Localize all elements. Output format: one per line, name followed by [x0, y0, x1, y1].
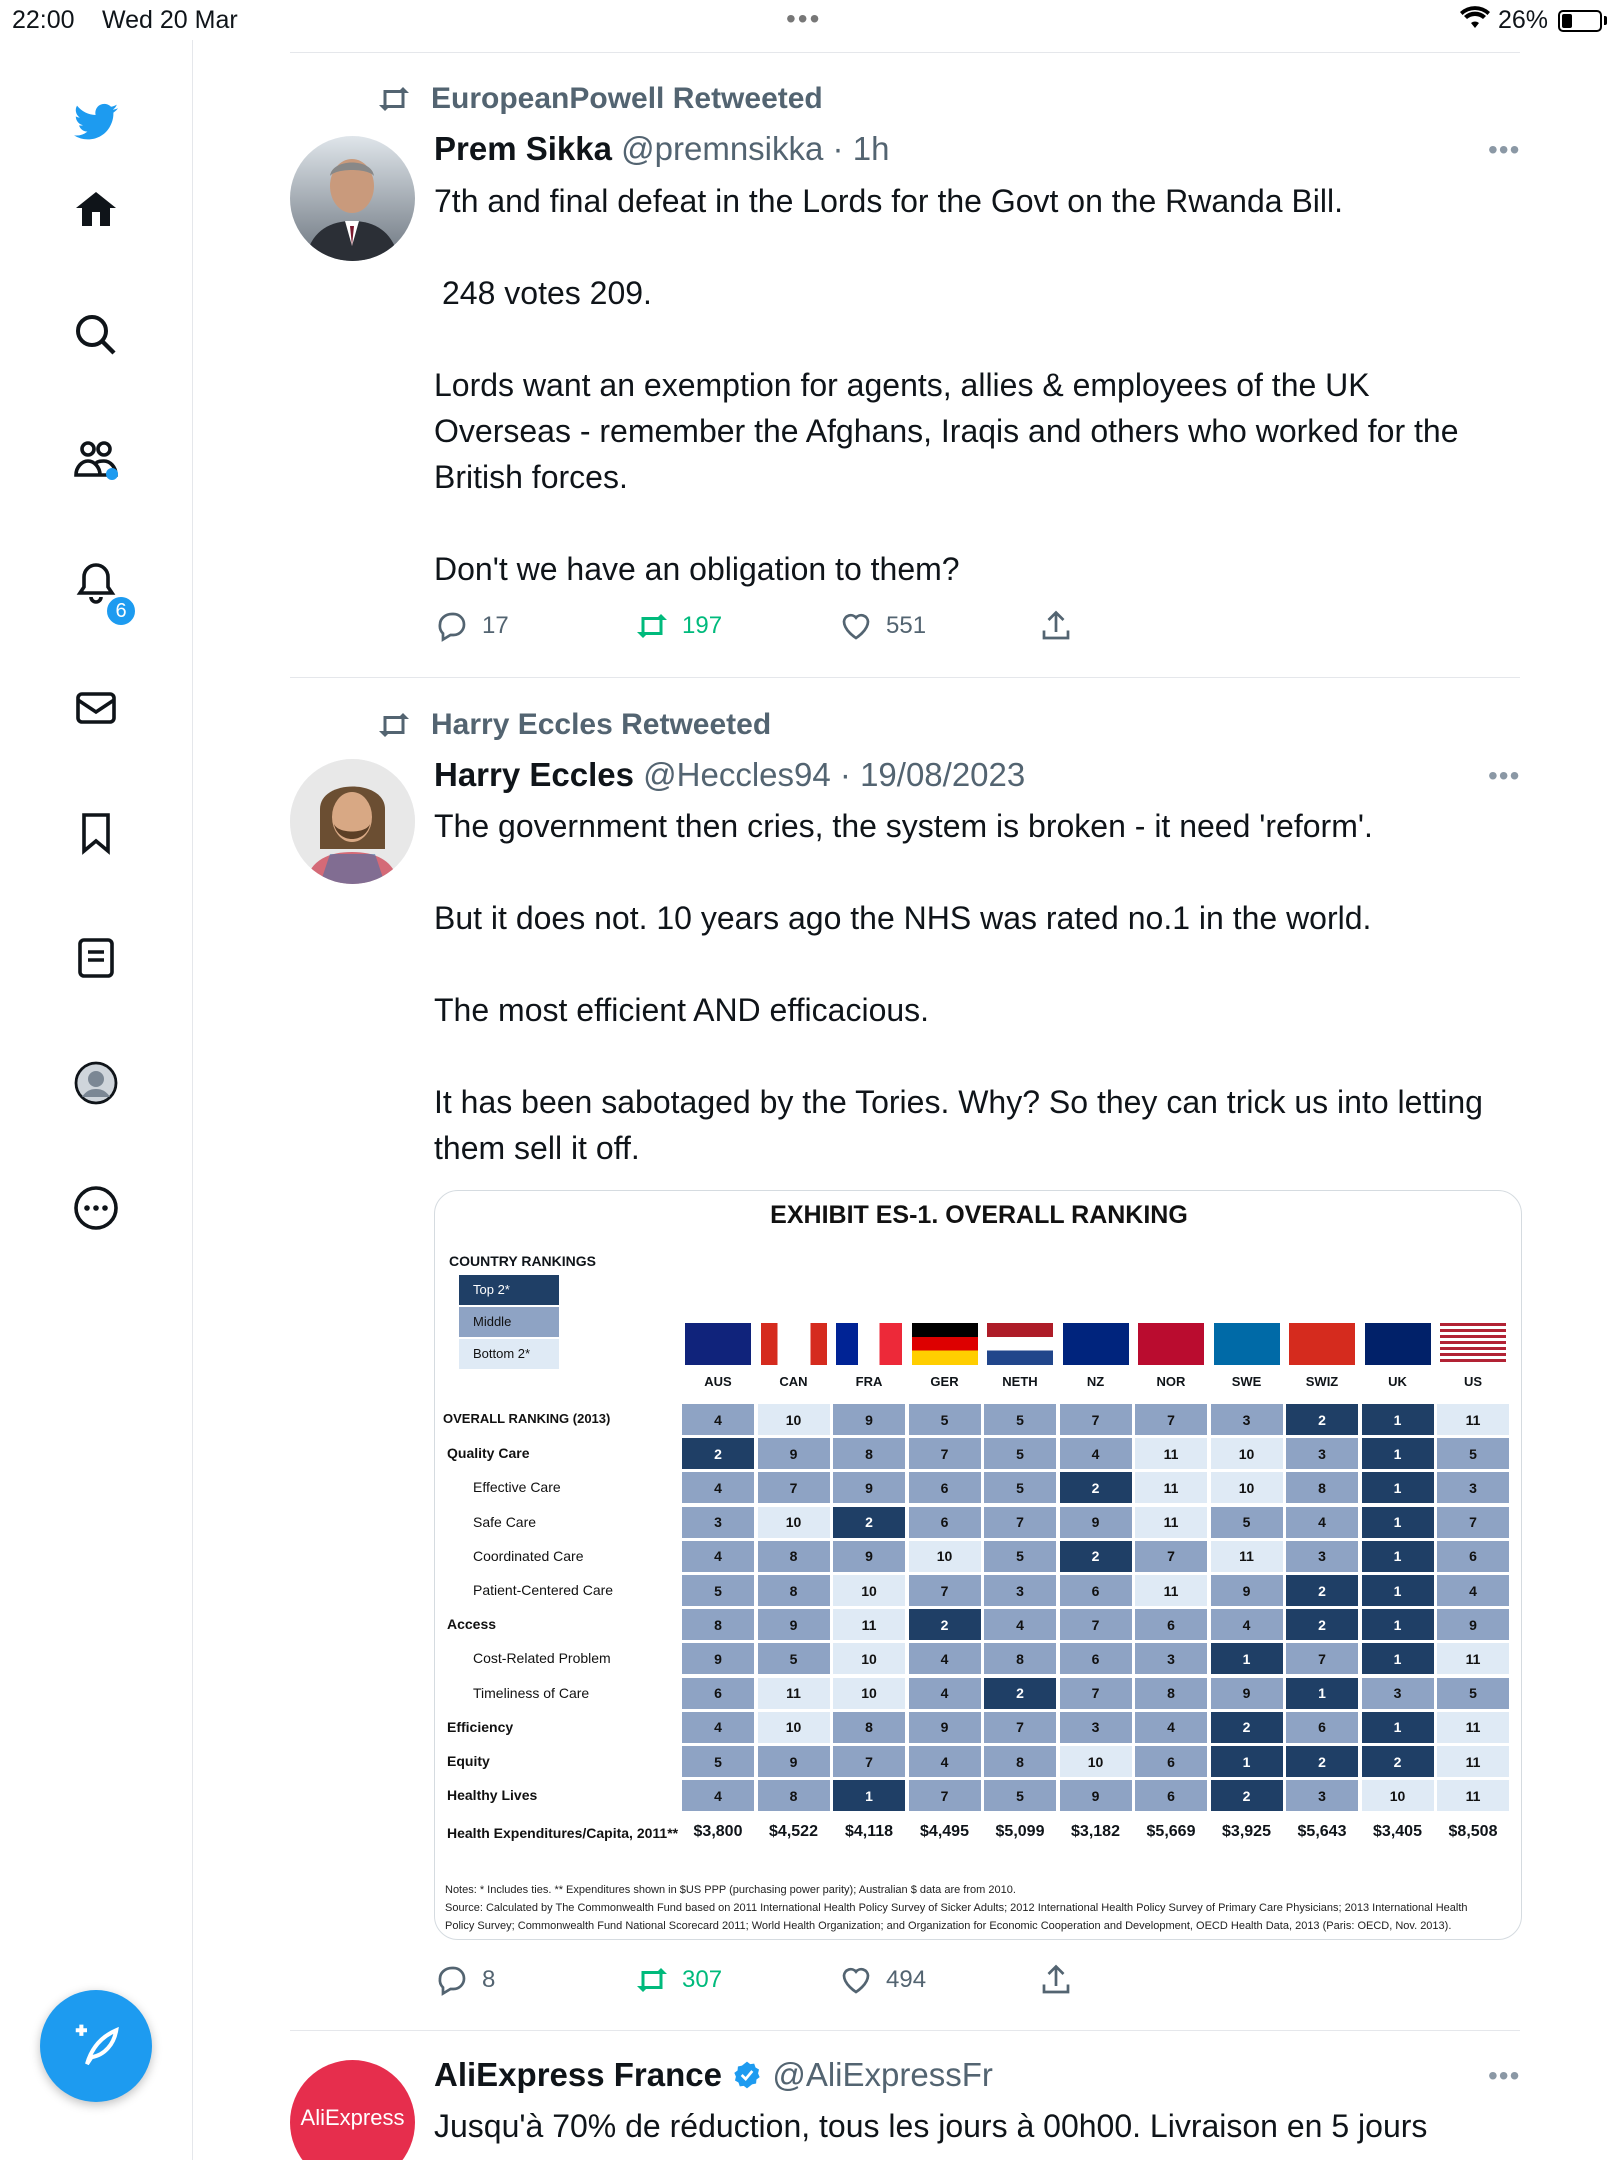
rank-cell: 7 — [1285, 1642, 1359, 1675]
flag-nz-icon — [1063, 1323, 1129, 1365]
rank-cell: 8 — [983, 1642, 1057, 1675]
wifi-icon — [1460, 6, 1490, 37]
note-line: Policy Survey; Commonwealth Fund National Scorecard 2011; World Health Organization; and Organization for Economic Cooperation and Development, OECD Health Data, 2013 (Paris: OECD, Nov. 2013). — [445, 1920, 1452, 1932]
rank-cell: 2 — [1210, 1779, 1284, 1812]
tweet-text — [434, 803, 1514, 1171]
retweet-icon — [634, 608, 670, 644]
rank-cell: 7 — [1134, 1540, 1208, 1573]
rank-cell: 9 — [832, 1540, 906, 1573]
rank-cell: 9 — [757, 1437, 831, 1470]
rank-cell: 9 — [757, 1745, 831, 1778]
retweet-button[interactable] — [634, 1962, 722, 1998]
avatar[interactable] — [290, 2060, 415, 2160]
rank-cell: 2 — [1059, 1471, 1133, 1504]
rank-cell: 7 — [908, 1574, 982, 1607]
retweet-context[interactable] — [375, 82, 823, 116]
rank-cell: 11 — [757, 1677, 831, 1710]
rank-cell: 5 — [983, 1437, 1057, 1470]
flag-nor-icon — [1138, 1323, 1204, 1365]
rank-cell: 9 — [1210, 1574, 1284, 1607]
share-button[interactable] — [1038, 1962, 1074, 1998]
rank-cell: 5 — [1436, 1437, 1510, 1470]
tweet-line: 248 votes 209. — [442, 275, 652, 311]
rank-cell: 9 — [908, 1711, 982, 1744]
tweet-line: It has been sabotaged by the Tories. Why? So they can trick us into letting them sell it off. — [434, 1084, 1483, 1166]
rank-cell: 3 — [1285, 1437, 1359, 1470]
rank-cell: 1 — [1361, 1403, 1435, 1436]
tweet-line: But it does not. 10 years ago the NHS was rated no.1 in the world. — [434, 900, 1372, 936]
rank-cell: 5 — [983, 1403, 1057, 1436]
rank-cell: 9 — [832, 1471, 906, 1504]
rank-cell: 9 — [757, 1608, 831, 1641]
search-icon[interactable] — [63, 302, 129, 368]
tweet-text — [434, 178, 1514, 592]
rank-cell: 2 — [908, 1608, 982, 1641]
rank-cell: 3 — [1134, 1642, 1208, 1675]
row-label: Quality Care — [447, 1445, 530, 1462]
expenditure-value: $5,643 — [1297, 1823, 1347, 1841]
heart-icon — [838, 608, 874, 644]
legend-title: COUNTRY RANKINGS — [449, 1253, 597, 1269]
rank-cell: 8 — [757, 1574, 831, 1607]
rank-cell: 1 — [1361, 1574, 1435, 1607]
sidebar — [0, 40, 193, 2160]
row-label: Timeliness of Care — [473, 1684, 590, 1701]
rank-cell: 11 — [1436, 1403, 1510, 1436]
rank-cell: 5 — [1210, 1506, 1284, 1539]
rank-cell: 4 — [681, 1711, 755, 1744]
rank-cell: 9 — [1059, 1506, 1133, 1539]
reply-icon — [434, 1962, 470, 1998]
share-icon — [1038, 608, 1074, 644]
rank-cell: 10 — [1361, 1779, 1435, 1812]
separator: · — [832, 130, 844, 167]
rank-cell: 7 — [908, 1437, 982, 1470]
lists-icon[interactable] — [63, 925, 129, 991]
rank-cell: 8 — [983, 1745, 1057, 1778]
notifications-badge: 6 — [105, 595, 137, 627]
heart-icon — [838, 1962, 874, 1998]
rank-cell: 8 — [757, 1779, 831, 1812]
status-date: Wed 20 Mar — [102, 6, 238, 34]
rank-cell: 4 — [681, 1540, 755, 1573]
rank-cell: 7 — [908, 1779, 982, 1812]
expenditure-value: $5,099 — [995, 1823, 1045, 1841]
tweet-image[interactable] — [434, 1190, 1522, 1940]
country-header: GER — [930, 1374, 959, 1389]
tweet-line: The most efficient AND efficacious. — [434, 992, 930, 1028]
rank-cell: 9 — [1436, 1608, 1510, 1641]
tweet-line: Jusqu'à 70% de réduction, tous les jours à 00h00. Livraison en 5 jours — [434, 2108, 1428, 2144]
row-label: Effective Care — [473, 1479, 561, 1496]
table-notes — [445, 1881, 1505, 1935]
author-name[interactable]: Harry Eccles — [434, 756, 634, 793]
rank-cell: 5 — [983, 1471, 1057, 1504]
rank-cell: 8 — [757, 1540, 831, 1573]
tweet-header — [434, 2056, 993, 2094]
rank-cell: 4 — [681, 1779, 755, 1812]
rank-cell: 5 — [983, 1540, 1057, 1573]
retweet-button[interactable] — [634, 608, 722, 644]
author-handle[interactable]: @Heccles94 — [643, 756, 831, 793]
tweet-text — [434, 2103, 1514, 2149]
rank-cell: 2 — [1059, 1540, 1133, 1573]
tweet-header — [434, 130, 889, 168]
rank-cell: 6 — [908, 1471, 982, 1504]
compose-button[interactable] — [40, 1990, 152, 2102]
row-label: OVERALL RANKING (2013) — [443, 1411, 611, 1426]
rank-cell: 9 — [681, 1642, 755, 1675]
tweet-time[interactable]: 19/08/2023 — [860, 756, 1026, 793]
rank-cell: 1 — [1361, 1540, 1435, 1573]
tweet-divider — [290, 2030, 1520, 2031]
rank-cell: 1 — [1361, 1608, 1435, 1641]
rank-cell: 10 — [832, 1677, 906, 1710]
rank-cell: 3 — [1285, 1779, 1359, 1812]
rank-cell: 11 — [1436, 1779, 1510, 1812]
like-button[interactable] — [838, 1962, 926, 1998]
flag-aus-icon — [685, 1323, 751, 1365]
note-line: Notes: * Includes ties. ** Expenditures shown in $US PPP (purchasing power parity); Australian $ data are from 2010. — [445, 1884, 1016, 1896]
more-icon[interactable]: ••• — [1488, 134, 1521, 165]
rank-cell: 9 — [832, 1403, 906, 1436]
retweeted-by: Harry Eccles Retweeted — [431, 708, 772, 741]
rank-cell: 6 — [681, 1677, 755, 1710]
expenditure-value: $3,182 — [1071, 1823, 1120, 1841]
rank-cell: 1 — [1361, 1471, 1435, 1504]
rank-cell: 2 — [1285, 1745, 1359, 1778]
reply-button[interactable] — [434, 608, 509, 644]
rank-cell: 1 — [832, 1779, 906, 1812]
rank-cell: 3 — [1210, 1403, 1284, 1436]
rank-cell: 4 — [1210, 1608, 1284, 1641]
rank-cell: 4 — [1285, 1506, 1359, 1539]
legend-bottom: Bottom 2* — [459, 1339, 559, 1369]
legend-middle: Middle — [459, 1307, 559, 1337]
rank-cell: 6 — [1059, 1574, 1133, 1607]
rank-cell: 10 — [1210, 1437, 1284, 1470]
verified-badge-icon — [731, 2059, 763, 2091]
country-header: SWE — [1231, 1374, 1262, 1389]
retweet-icon — [375, 710, 413, 740]
tweet-blank-line — [434, 941, 1514, 987]
rank-cell: 10 — [1059, 1745, 1133, 1778]
share-icon — [1038, 1962, 1074, 1998]
retweet-icon — [375, 84, 413, 114]
flag-swe-icon — [1214, 1323, 1280, 1365]
separator: · — [839, 756, 851, 793]
rank-cell: 3 — [1436, 1471, 1510, 1504]
communities-icon[interactable] — [63, 426, 129, 492]
flag-neth-icon — [987, 1323, 1053, 1365]
country-header: AUS — [704, 1374, 732, 1389]
share-button[interactable] — [1038, 608, 1074, 644]
compose-feather-icon — [69, 2019, 123, 2073]
tweet-blank-line — [434, 224, 1514, 270]
expenditure-value: $5,669 — [1146, 1823, 1196, 1841]
flag-can-icon — [761, 1323, 827, 1365]
tweet-blank-line — [434, 500, 1514, 546]
flag-swiz-icon — [1289, 1323, 1355, 1365]
tweet-line: Don't we have an obligation to them? — [434, 551, 960, 587]
expenditure-value: $3,800 — [693, 1823, 743, 1841]
like-button[interactable] — [838, 608, 926, 644]
tweet-line: 7th and final defeat in the Lords for the Govt on the Rwanda Bill. — [434, 183, 1344, 219]
rank-cell: 11 — [1134, 1437, 1208, 1470]
rank-cell: 1 — [1361, 1642, 1435, 1675]
rank-cell: 5 — [681, 1745, 755, 1778]
rank-cell: 6 — [1059, 1642, 1133, 1675]
row-label: Healthy Lives — [447, 1787, 538, 1804]
like-count: 551 — [886, 612, 927, 639]
rank-cell: 6 — [1134, 1745, 1208, 1778]
tweet-line: The government then cries, the system is broken - it need 'reform'. — [434, 808, 1373, 844]
more-icon[interactable]: ••• — [1488, 2060, 1521, 2091]
rank-cell: 3 — [681, 1506, 755, 1539]
rank-cell: 4 — [908, 1642, 982, 1675]
twitter-logo-icon[interactable] — [63, 90, 129, 156]
avatar[interactable] — [290, 759, 415, 884]
rank-cell: 11 — [1436, 1642, 1510, 1675]
retweet-count: 307 — [682, 1966, 723, 1993]
row-label: Safe Care — [473, 1513, 537, 1530]
expenditure-value: $3,405 — [1373, 1823, 1422, 1841]
rank-cell: 11 — [832, 1608, 906, 1641]
like-count: 494 — [886, 1966, 927, 1993]
country-header: NETH — [1002, 1374, 1038, 1389]
rank-cell: 10 — [757, 1506, 831, 1539]
communities-dot — [106, 468, 118, 480]
rank-cell: 10 — [832, 1642, 906, 1675]
expenditure-value: $8,508 — [1448, 1823, 1498, 1841]
rank-cell: 2 — [1361, 1745, 1435, 1778]
rank-cell: 2 — [1285, 1574, 1359, 1607]
multitask-dots-icon[interactable]: ••• — [786, 3, 822, 34]
rank-cell: 1 — [1361, 1711, 1435, 1744]
country-header: NZ — [1086, 1374, 1105, 1389]
row-label: Equity — [447, 1753, 490, 1769]
rank-cell: 7 — [757, 1471, 831, 1504]
retweet-icon — [634, 1962, 670, 1998]
tweet-header — [434, 756, 1025, 794]
rank-cell: 8 — [1134, 1677, 1208, 1710]
rank-cell: 10 — [757, 1403, 831, 1436]
rank-cell: 2 — [832, 1506, 906, 1539]
rank-cell: 6 — [1285, 1711, 1359, 1744]
rank-cell: 4 — [908, 1677, 982, 1710]
rank-cell: 7 — [1059, 1403, 1133, 1436]
expenditure-value: $4,522 — [769, 1823, 818, 1841]
rank-cell: 3 — [1361, 1677, 1435, 1710]
rank-cell: 5 — [757, 1642, 831, 1675]
reply-icon — [434, 608, 470, 644]
rank-cell: 5 — [681, 1574, 755, 1607]
rank-cell: 8 — [1285, 1471, 1359, 1504]
rank-cell: 1 — [1361, 1506, 1435, 1539]
country-header: UK — [1388, 1374, 1407, 1389]
tweet-actions — [434, 608, 1134, 648]
rank-cell: 9 — [1059, 1779, 1133, 1812]
status-time: 22:00 — [12, 6, 75, 34]
rank-cell: 4 — [681, 1471, 755, 1504]
rank-cell: 9 — [1210, 1677, 1284, 1710]
battery-tip — [1604, 16, 1607, 25]
rank-cell: 11 — [1134, 1471, 1208, 1504]
rank-cell: 5 — [908, 1403, 982, 1436]
rank-cell: 6 — [1134, 1779, 1208, 1812]
rank-cell: 7 — [1436, 1506, 1510, 1539]
rank-cell: 2 — [983, 1677, 1057, 1710]
rank-cell: 11 — [1134, 1574, 1208, 1607]
rank-cell: 4 — [1059, 1437, 1133, 1470]
profile-icon[interactable] — [63, 1050, 129, 1116]
author-handle[interactable]: @premnsikka — [621, 130, 824, 167]
tweet-blank-line — [434, 1033, 1514, 1079]
rank-cell: 4 — [1134, 1711, 1208, 1744]
rank-cell: 10 — [1210, 1471, 1284, 1504]
flag-ger-icon — [912, 1323, 978, 1365]
battery-icon — [1558, 10, 1602, 32]
tweet-time[interactable]: 1h — [852, 130, 890, 167]
rank-cell: 11 — [1134, 1506, 1208, 1539]
more-options-icon[interactable] — [63, 1175, 129, 1241]
expenditure-value: $3,925 — [1222, 1823, 1271, 1841]
flag-fra-icon — [836, 1323, 902, 1365]
expenditure-value: $4,118 — [844, 1823, 894, 1841]
rank-cell: 3 — [983, 1574, 1057, 1607]
rank-cell: 8 — [681, 1608, 755, 1641]
rank-cell: 5 — [983, 1779, 1057, 1812]
tweet-actions — [434, 1962, 1134, 2002]
rank-cell: 2 — [1285, 1608, 1359, 1641]
row-label: Patient-Centered Care — [473, 1582, 614, 1598]
rank-cell: 7 — [983, 1711, 1057, 1744]
rank-cell: 7 — [1134, 1403, 1208, 1436]
rank-cell: 4 — [908, 1745, 982, 1778]
country-header: NOR — [1156, 1374, 1186, 1389]
country-header: SWIZ — [1305, 1374, 1339, 1389]
country-header: FRA — [855, 1374, 883, 1389]
expenditure-label: Health Expenditures/Capita, 2011** — [447, 1825, 679, 1842]
flag-uk-icon — [1365, 1323, 1431, 1365]
rank-cell: 7 — [983, 1506, 1057, 1539]
rank-cell: 2 — [1210, 1711, 1284, 1744]
rank-cell: 4 — [983, 1608, 1057, 1641]
status-bar — [0, 0, 1620, 40]
tweet-blank-line — [434, 849, 1514, 895]
country-header: CAN — [779, 1374, 808, 1389]
rank-cell: 3 — [1059, 1711, 1133, 1744]
row-label: Cost-Related Problem — [473, 1650, 611, 1667]
author-name[interactable]: Prem Sikka — [434, 130, 612, 167]
rank-cell: 6 — [1436, 1540, 1510, 1573]
bookmarks-icon[interactable] — [63, 800, 129, 866]
rank-cell: 2 — [681, 1437, 755, 1470]
author-handle[interactable]: @AliExpressFr — [772, 2056, 993, 2093]
flag-us-icon — [1440, 1323, 1506, 1365]
rank-cell: 6 — [908, 1506, 982, 1539]
rank-cell: 1 — [1210, 1642, 1284, 1675]
reply-count: 8 — [482, 1966, 496, 1993]
rank-cell: 7 — [832, 1745, 906, 1778]
legend-top: Top 2* — [459, 1275, 559, 1305]
more-icon[interactable]: ••• — [1488, 760, 1521, 791]
rank-cell: 1 — [1285, 1677, 1359, 1710]
rank-cell: 11 — [1210, 1540, 1284, 1573]
rank-cell: 8 — [832, 1711, 906, 1744]
tweet-divider — [290, 677, 1520, 678]
expenditure-value: $4,495 — [920, 1823, 969, 1841]
timeline-top-divider — [290, 52, 1520, 53]
rank-cell: 10 — [832, 1574, 906, 1607]
rank-cell: 7 — [1059, 1677, 1133, 1710]
reply-count: 17 — [482, 612, 509, 639]
rank-cell: 7 — [1059, 1608, 1133, 1641]
retweeted-by: EuropeanPowell Retweeted — [431, 82, 823, 115]
rank-cell: 1 — [1210, 1745, 1284, 1778]
exhibit-title: EXHIBIT ES-1. OVERALL RANKING — [770, 1201, 1188, 1229]
rank-cell: 11 — [1436, 1745, 1510, 1778]
reply-button[interactable] — [434, 1962, 495, 1998]
retweet-count: 197 — [682, 612, 723, 639]
avatar[interactable] — [290, 136, 415, 261]
retweet-context[interactable] — [375, 708, 771, 742]
rank-cell: 3 — [1285, 1540, 1359, 1573]
rank-cell: 6 — [1134, 1608, 1208, 1641]
row-label: Coordinated Care — [473, 1547, 584, 1564]
rank-cell: 11 — [1436, 1711, 1510, 1744]
rank-cell: 4 — [1436, 1574, 1510, 1607]
messages-icon[interactable] — [63, 675, 129, 741]
row-label: Access — [447, 1616, 497, 1633]
country-header: US — [1463, 1374, 1483, 1389]
home-icon[interactable] — [63, 177, 129, 243]
avatar-logo-text: AliExpress — [300, 2104, 405, 2130]
tweet-blank-line — [434, 316, 1514, 362]
rank-cell: 4 — [681, 1403, 755, 1436]
rank-cell: 2 — [1285, 1403, 1359, 1436]
rank-cell: 1 — [1361, 1437, 1435, 1470]
author-name[interactable]: AliExpress France — [434, 2056, 722, 2093]
rank-cell: 10 — [757, 1711, 831, 1744]
note-line: Source: Calculated by The Commonwealth Fund based on 2011 International Health Policy Survey of Sicker Adults; 2012 International Health Policy Survey of Primary Care Physicians; 2013 International Health — [445, 1902, 1468, 1914]
rank-cell: 8 — [832, 1437, 906, 1470]
rank-cell: 5 — [1436, 1677, 1510, 1710]
row-label: Efficiency — [447, 1718, 514, 1735]
rank-cell: 10 — [908, 1540, 982, 1573]
tweet-line: Lords want an exemption for agents, allies & employees of the UK Overseas - remember the Afghans, Iraqis and others who worked for the British forces. — [434, 367, 1459, 495]
battery-percent: 26% — [1498, 6, 1549, 34]
